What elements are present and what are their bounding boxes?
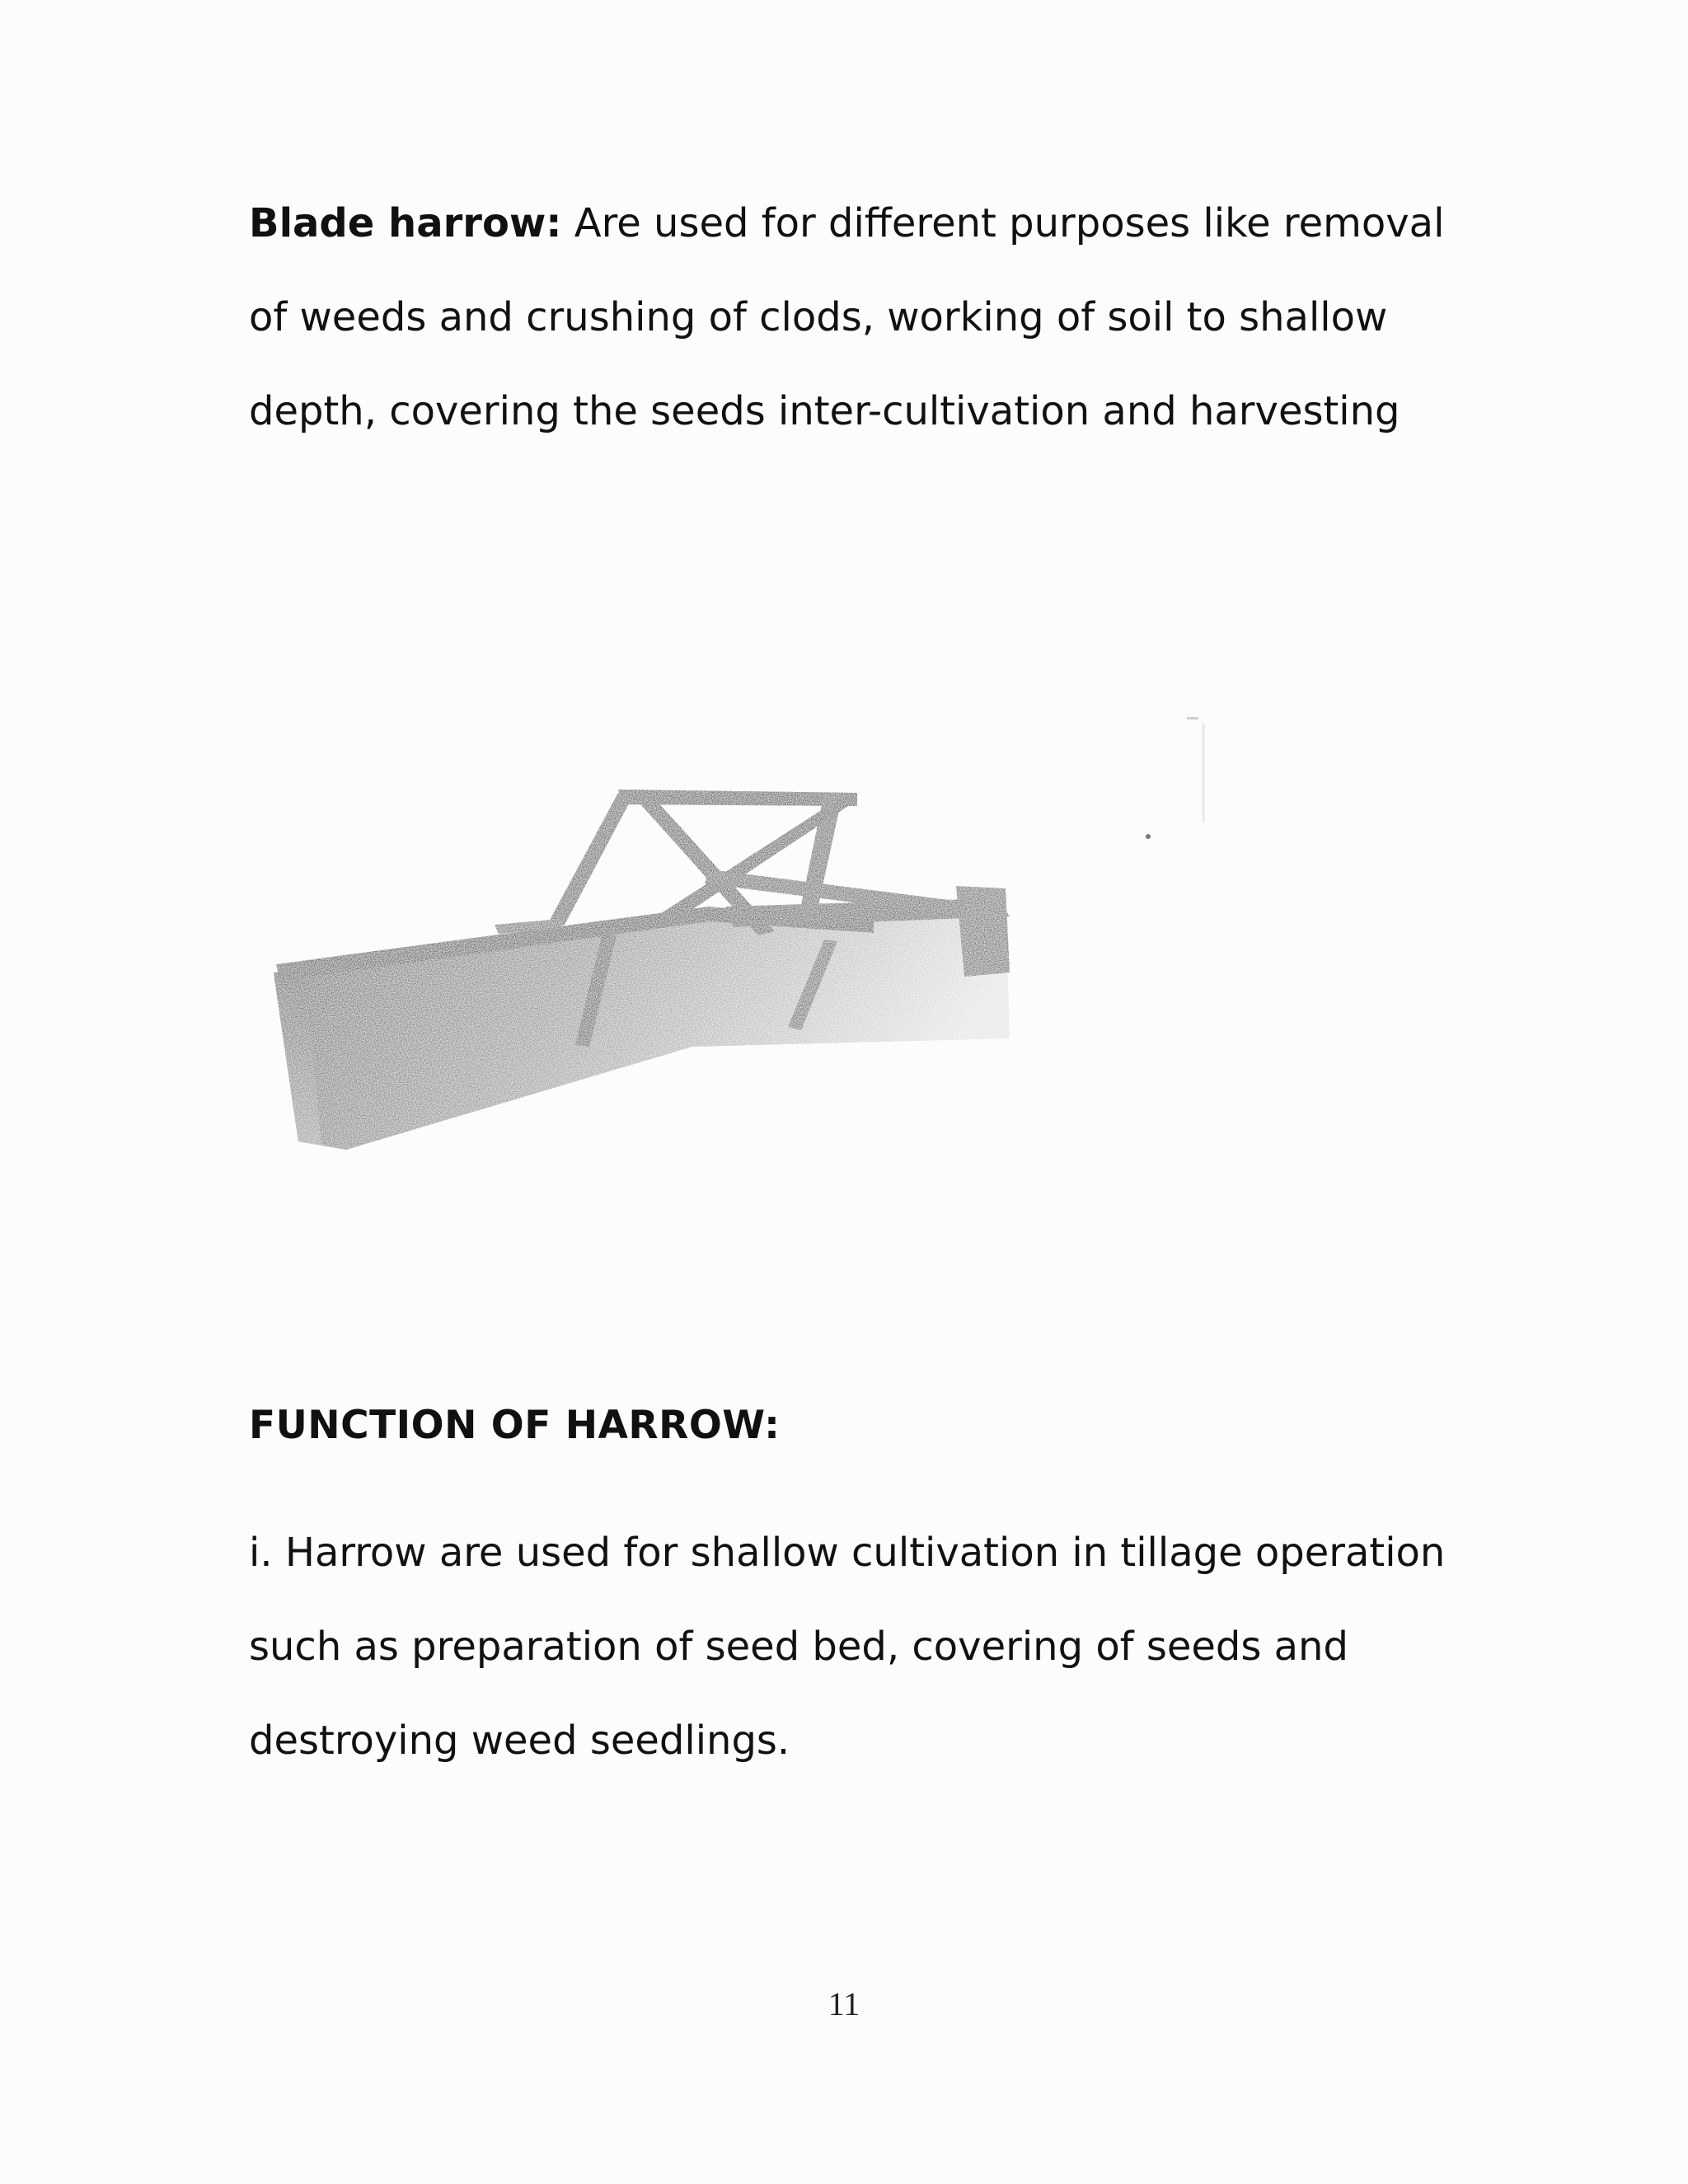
blade-harrow-illustration — [247, 701, 1286, 1162]
function-heading: FUNCTION OF HARROW: — [249, 1403, 781, 1448]
function-paragraph — [249, 1506, 1485, 1788]
blade-harrow-term: Blade harrow: — [249, 200, 562, 246]
blade-harrow-text: Are used for different purposes like removal — [561, 200, 1445, 246]
paragraph-line: depth, covering the seeds inter-cultivation and harvesting — [249, 388, 1400, 434]
paragraph-line: i. Harrow are used for shallow cultivation in tillage operation — [249, 1530, 1446, 1576]
paragraph-line: of weeds and crushing of clods, working of soil to shallow — [249, 294, 1388, 340]
paragraph-line: such as preparation of seed bed, covering of seeds and — [249, 1624, 1348, 1670]
paragraph-line: destroying weed seedlings. — [249, 1718, 790, 1764]
blade-harrow-paragraph — [249, 176, 1485, 458]
paragraph-line — [249, 176, 1485, 270]
page-number: 11 — [828, 1985, 860, 2022]
